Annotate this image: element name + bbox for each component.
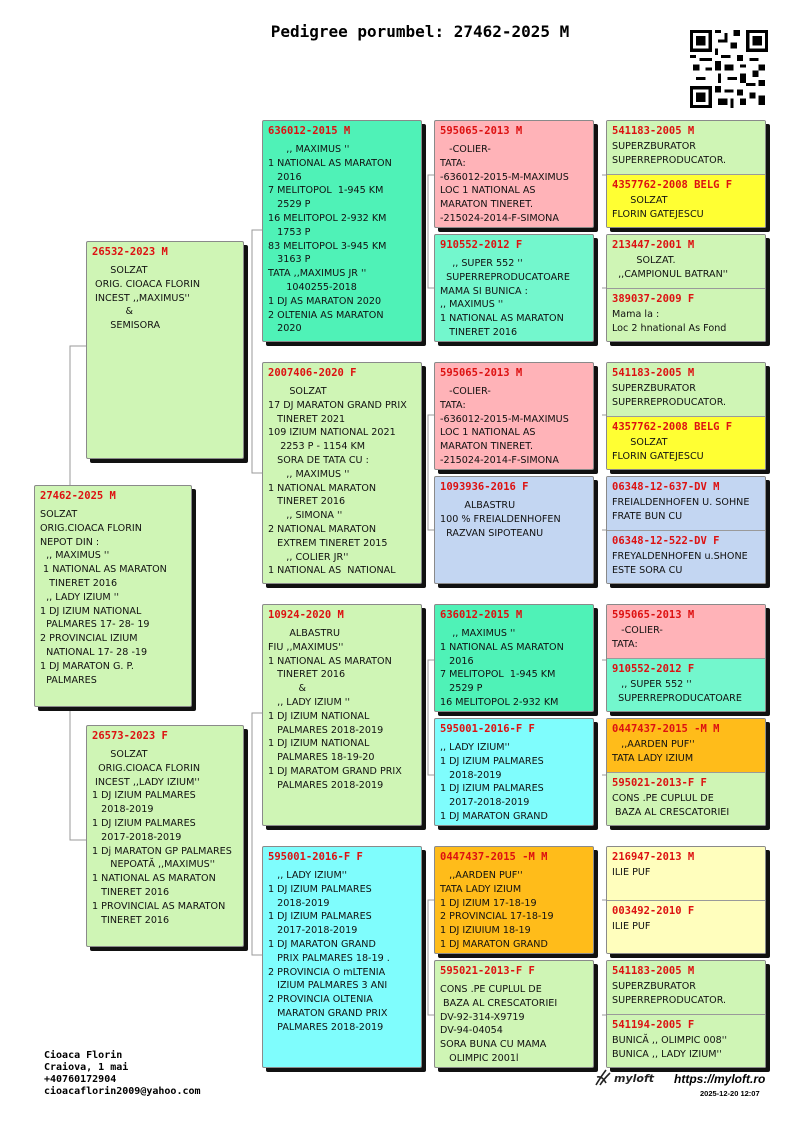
pigeon-ring-id: 595001-2016-F F (268, 851, 363, 863)
pigeon-ring-id: 636012-2015 M (268, 125, 351, 137)
pigeon-card-ggp-7[interactable] (434, 846, 594, 954)
pigeon-ring-id: 10924-2020 M (268, 609, 344, 621)
pigeon-card-ggp-8[interactable] (434, 960, 594, 1068)
pigeon-card-gggp-11[interactable] (607, 719, 765, 772)
page-title: Pedigree porumbel: 27462-2025 M (270, 22, 570, 41)
pigeon-ring-id: 636012-2015 M (440, 609, 523, 621)
pigeon-ring-id: 4357762-2008 BELG F (612, 179, 733, 191)
pigeon-description: ALBASTRU 100 % FREIALDENHOFEN RAZVAN SIPOTEANU (440, 500, 561, 539)
pigeon-ring-id: 2007406-2020 F (268, 367, 357, 379)
website-link[interactable]: https://myloft.ro (674, 1072, 766, 1086)
pigeon-description: Mama la : Loc 2 hnational As Fond (612, 309, 727, 334)
pigeon-description: -COLIER- TATA: -636012-2015-M-MAXIMUS LOC 1 NATIONAL AS MARATON TINERET. -215024-2014-F-SIMONA (440, 144, 569, 224)
gggp-pair-2 (606, 234, 766, 342)
pigeon-description: ,, LADY IZIUM'' 1 DJ IZIUM PALMARES 2018-2019 1 DJ IZIUM PALMARES 2017-2018-2019 1 DJ MARATON GRAND PRIX PALMARES 18-19 . 2 PROVINCIA O mLTENIA IZIUM PALMARES 3 ANI 2 PROVINCIA OLTENIA MARATON GRAND PRIX PALMARES 2018-2019 (268, 870, 390, 1033)
pigeon-description: SOLZAT ORIG.CIOACA FLORIN INCEST ,,LADY IZIUM'' 1 DJ IZIUM PALMARES 2018-2019 1 DJ IZIUM PALMARES 2017-2018-2019 1 Dj MARATON GP PALMARES NEPOATĂ ,,MAXIMUS'' 1 NATIONAL AS MARATON TINERET 2016 1 PROVINCIAL AS MARATON TINERET 2016 (92, 749, 232, 926)
pigeon-description: SOLZAT 17 DJ MARATON GRAND PRIX TINERET 2021 109 IZIUM NATIONAL 2021 2253 P - 1154 KM SORA DE TATA CU : ,, MAXIMUS '' 1 NATIONAL MARATON TINERET 2016 ,, SIMONA '' 2 NATIONAL MARATON EXTREM TINERET 2015 ,, COLIER JR'' 1 NATIONAL AS NATIONAL (268, 386, 407, 577)
owner-contact: Cioaca Florin Craiova, 1 mai +40760172904 cioacaflorin2009@yahoo.com (44, 1050, 201, 1097)
pigeon-description: CONS .PE CUPLUL DE BAZA AL CRESCATORIEI DV-92-314-X9719 DV-94-04054 SORA BUNA CU MAMA OLIMPIC 2001l (440, 984, 558, 1064)
pigeon-description: -COLIER- TATA: (612, 625, 663, 650)
brand-name: myloft (614, 1072, 655, 1085)
pigeon-card-subject[interactable] (34, 485, 192, 707)
pigeon-card-gggp-12[interactable] (607, 772, 765, 826)
pigeon-ring-id: 595021-2013-F F (440, 965, 535, 977)
pigeon-ring-id: 910552-2012 F (440, 239, 523, 251)
pigeon-ring-id: 595021-2013-F F (612, 777, 707, 789)
pigeon-ring-id: 4357762-2008 BELG F (612, 421, 733, 433)
pigeon-description: ,, MAXIMUS '' 1 NATIONAL AS MARATON 2016 7 MELITOPOL 1-945 KM 2529 P 16 MELITOPOL 2-932 KM (440, 628, 564, 708)
pigeon-card-gggp-6[interactable] (607, 416, 765, 470)
myloft-logo-icon (594, 1068, 616, 1088)
pigeon-card-gggp-10[interactable] (607, 658, 765, 712)
pigeon-card-gggp-4[interactable] (607, 288, 765, 342)
pigeon-ring-id: 27462-2025 M (40, 490, 116, 502)
pigeon-card-gggp-7[interactable] (607, 477, 765, 530)
pigeon-ring-id: 216947-2013 M (612, 851, 695, 863)
pigeon-description: SOLZAT FLORIN GATEJESCU (612, 195, 704, 220)
pigeon-card-gggp-2[interactable] (607, 174, 765, 228)
pigeon-description: SUPERZBURATOR SUPERREPRODUCATOR. (612, 141, 727, 166)
pigeon-card-ggp-2[interactable] (434, 234, 594, 342)
pigeon-card-gggp-5[interactable] (607, 363, 765, 416)
pigeon-description: ALBASTRU FIU ,,MAXIMUS'' 1 NATIONAL AS MARATON TINERET 2016 & ,, LADY IZIUM '' 1 DJ IZIUM NATIONAL PALMARES 2018-2019 1 DJ IZIUM NATIONAL PALMARES 18-19-20 1 DJ MARATOM GRAND PRIX PALMARES 2018-2019 (268, 628, 402, 791)
pigeon-description: CONS .PE CUPLUL DE BAZA AL CRESCATORIEI (612, 793, 730, 818)
pigeon-card-ggp-4[interactable] (434, 476, 594, 584)
pigeon-description: ,, SUPER 552 '' SUPERREPRODUCATOARE (618, 679, 742, 704)
pigeon-ring-id: 0447437-2015 -M M (440, 851, 548, 863)
pigeon-card-sire[interactable] (86, 241, 244, 459)
pigeon-ring-id: 003492-2010 F (612, 905, 695, 917)
pigeon-ring-id: 1093936-2016 F (440, 481, 529, 493)
pigeon-description: FREYALDENHOFEN u.SHONE ESTE SORA CU (612, 551, 748, 576)
gggp-pair-3 (606, 362, 766, 470)
pigeon-card-ggp-3[interactable] (434, 362, 594, 470)
pigeon-ring-id: 541194-2005 F (612, 1019, 695, 1031)
pigeon-ring-id: 541183-2005 M (612, 965, 695, 977)
pigeon-card-ggp-6[interactable] (434, 718, 594, 826)
pigeon-ring-id: 26532-2023 M (92, 246, 168, 258)
pigeon-card-sire-sire[interactable] (262, 120, 422, 342)
pigeon-description: SOLZAT. ,,CAMPIONUL BATRAN'' (618, 255, 729, 280)
pigeon-description: SOLZAT ORIG. CIOACA FLORIN INCEST ,,MAXIMUS'' & SEMISORA (95, 265, 200, 332)
pigeon-ring-id: 0447437-2015 -M M (612, 723, 720, 735)
pigeon-card-gggp-9[interactable] (607, 605, 765, 658)
pigeon-card-dam-dam[interactable] (262, 846, 422, 1068)
pigeon-description: SUPERZBURATOR SUPERREPRODUCATOR. (612, 981, 727, 1006)
pigeon-card-gggp-14[interactable] (607, 900, 765, 954)
pigeon-card-ggp-5[interactable] (434, 604, 594, 712)
pigeon-ring-id: 389037-2009 F (612, 293, 695, 305)
pigeon-ring-id: 595065-2013 M (612, 609, 695, 621)
pigeon-description: SOLZAT FLORIN GATEJESCU (612, 437, 704, 462)
gggp-pair-1 (606, 120, 766, 228)
pigeon-ring-id: 541183-2005 M (612, 367, 695, 379)
pigeon-description: ILIE PUF (612, 921, 651, 932)
pigeon-ring-id: 595065-2013 M (440, 367, 523, 379)
gggp-pair-7 (606, 846, 766, 954)
pigeon-ring-id: 595065-2013 M (440, 125, 523, 137)
pigeon-description: BUNICĂ ,, OLIMPIC 008'' BUNICA ,, LADY IZIUM'' (612, 1035, 728, 1060)
pigeon-ring-id: 910552-2012 F (612, 663, 695, 675)
pigeon-card-gggp-13[interactable] (607, 847, 765, 900)
pigeon-description: ,, MAXIMUS '' 1 NATIONAL AS MARATON 2016 7 MELITOPOL 1-945 KM 2529 P 16 MELITOPOL 2-932 KM 1753 P 83 MELITOPOL 3-945 KM 3163 P TATA ,,MAXIMUS JR '' 1040255-2018 1 DJ AS MARATON 2020 2 OLTENIA AS MARATON 2020 (268, 144, 392, 335)
pigeon-card-dam-sire[interactable] (262, 604, 422, 826)
gggp-pair-8 (606, 960, 766, 1068)
pigeon-card-sire-dam[interactable] (262, 362, 422, 584)
pigeon-ring-id: 06348-12-637-DV M (612, 481, 720, 493)
gggp-pair-4 (606, 476, 766, 584)
pigeon-description: ,,AARDEN PUF'' TATA LADY IZIUM 1 DJ IZIUM 17-18-19 2 PROVINCIAL 17-18-19 1 DJ IZIUIUM 18-19 1 DJ MARATON GRAND (440, 870, 554, 950)
pigeon-ring-id: 595001-2016-F F (440, 723, 535, 735)
pigeon-card-gggp-15[interactable] (607, 961, 765, 1014)
pigeon-card-ggp-1[interactable] (434, 120, 594, 228)
gggp-pair-5 (606, 604, 766, 712)
gggp-pair-6 (606, 718, 766, 826)
pigeon-ring-id: 213447-2001 M (612, 239, 695, 251)
pigeon-description: SUPERZBURATOR SUPERREPRODUCATOR. (612, 383, 727, 408)
pigeon-card-gggp-3[interactable] (607, 235, 765, 288)
pigeon-description: ,,AARDEN PUF'' TATA LADY IZIUM (612, 739, 695, 764)
pigeon-description: ILIE PUF (612, 867, 651, 878)
pigeon-card-gggp-1[interactable] (607, 121, 765, 174)
pigeon-card-gggp-16[interactable] (607, 1014, 765, 1068)
print-timestamp: 2025-12-20 12:07 (700, 1089, 760, 1098)
pigeon-description: ,, LADY IZIUM'' 1 DJ IZIUM PALMARES 2018-2019 1 DJ IZIUM PALMARES 2017-2018-2019 1 DJ MARATON GRAND (440, 742, 548, 822)
pigeon-description: -COLIER- TATA: -636012-2015-M-MAXIMUS LOC 1 NATIONAL AS MARATON TINERET. -215024-2014-F-SIMONA (440, 386, 569, 466)
pigeon-description: SOLZAT ORIG.CIOACA FLORIN NEPOT DIN : ,, MAXIMUS '' 1 NATIONAL AS MARATON TINERET 2016 ,, LADY IZIUM '' 1 DJ IZIUM NATIONAL PALMARES 17- 28- 19 2 PROVINCIAL IZIUM NATIONAL 17- 28 -19 1 DJ MARATON G. P. PALMARES (40, 509, 167, 686)
pigeon-description: FREIALDENHOFEN U. SOHNE FRATE BUN CU (612, 497, 750, 522)
pigeon-card-gggp-8[interactable] (607, 530, 765, 584)
pigeon-ring-id: 541183-2005 M (612, 125, 695, 137)
pigeon-ring-id: 06348-12-522-DV F (612, 535, 720, 547)
pigeon-card-dam[interactable] (86, 725, 244, 947)
pigeon-ring-id: 26573-2023 F (92, 730, 168, 742)
pigeon-description: ,, SUPER 552 '' SUPERREPRODUCATOARE MAMA SI BUNICA : ,, MAXIMUS '' 1 NATIONAL AS MARATON TINERET 2016 (440, 258, 570, 338)
